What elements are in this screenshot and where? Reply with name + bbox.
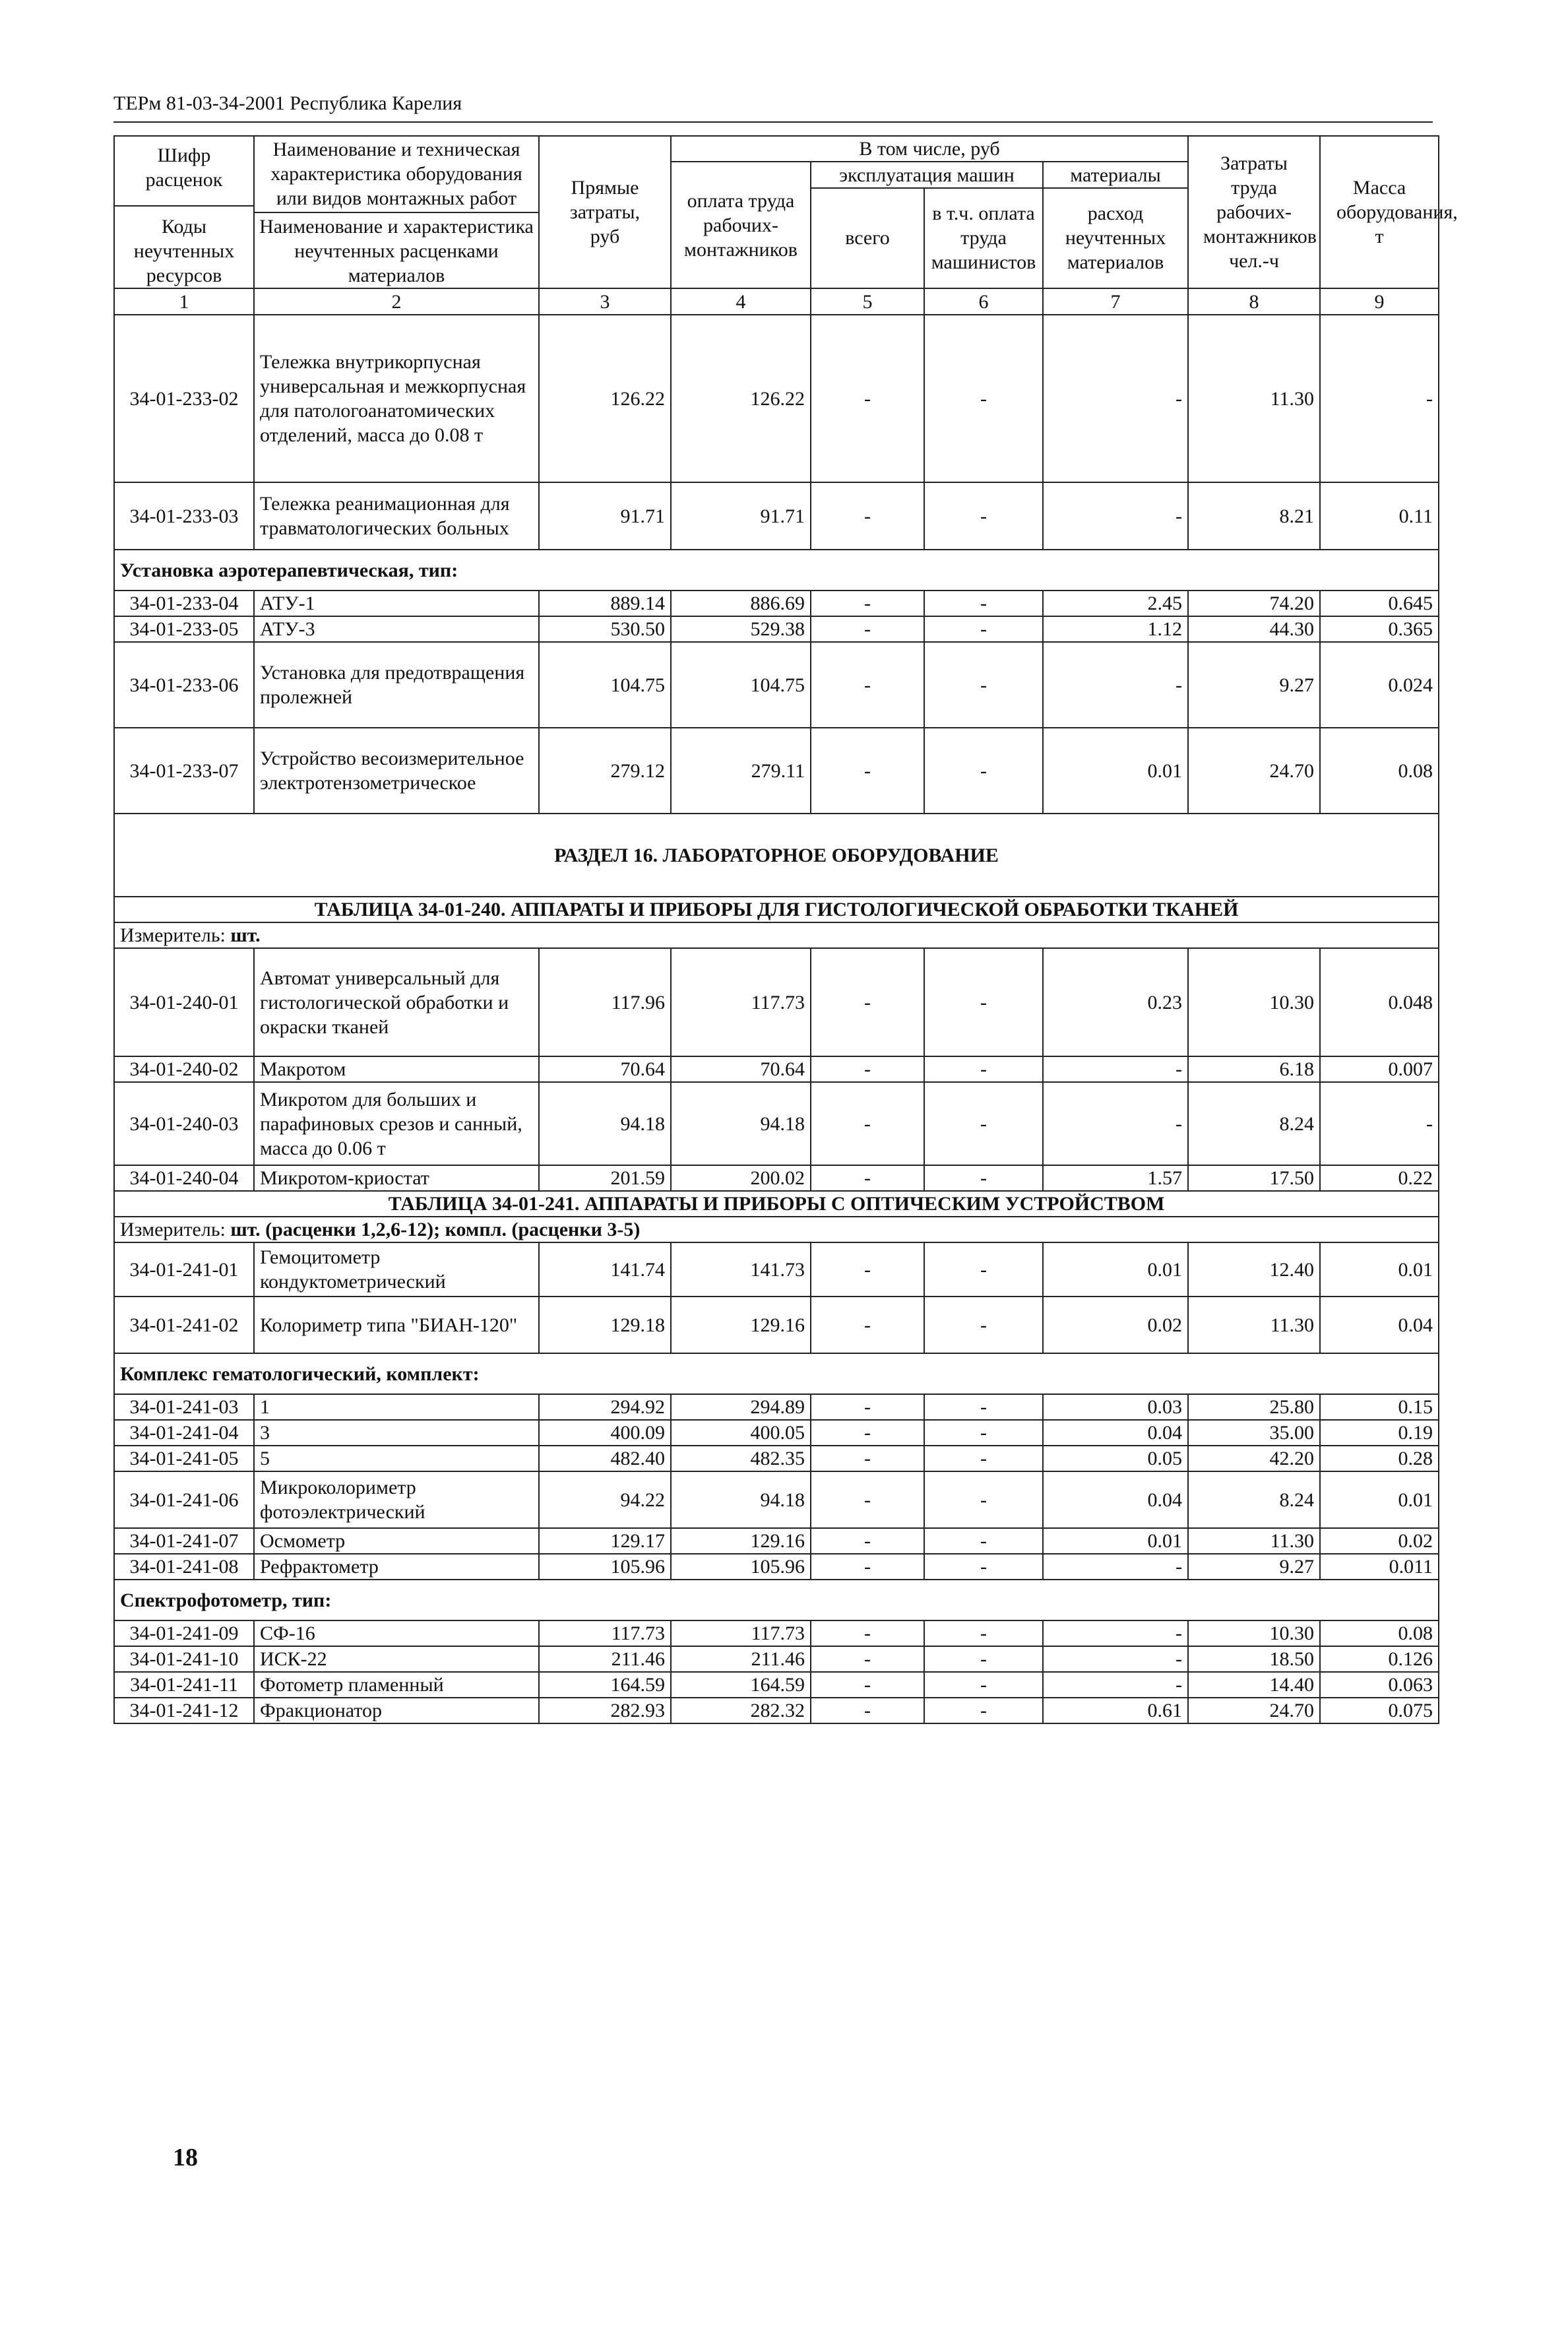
header-rashod: расход неучтенных материалов [1065,203,1166,274]
value-c4: 117.73 [671,1620,811,1646]
header-zatraty: Затраты труда рабочих-монтажников чел.-ч [1188,136,1320,288]
table-row [114,1297,1439,1353]
rate-code: 34-01-240-03 [114,1082,254,1165]
rate-name: Микротом-криостат [254,1165,539,1191]
table-row [114,1471,1439,1528]
value-c4: 94.18 [671,1082,811,1165]
value-c8: 10.30 [1188,948,1320,1056]
value-c6: - [924,1446,1043,1471]
value-c5: - [811,1620,924,1646]
header-codes [114,136,254,288]
value-c8: 42.20 [1188,1446,1320,1471]
rate-code: 34-01-241-02 [114,1297,254,1353]
value-c7: 1.12 [1043,616,1188,642]
value-c7: - [1043,1082,1188,1165]
table-row [114,1446,1439,1471]
rate-name: ИСК-22 [254,1646,539,1672]
measure-unit [114,922,1439,948]
value-c4: 70.64 [671,1056,811,1082]
section-title: РАЗДЕЛ 16. ЛАБОРАТОРНОЕ ОБОРУДОВАНИЕ [114,814,1439,897]
table-row [114,616,1439,642]
value-c8: 8.24 [1188,1082,1320,1165]
rate-name: Тележка внутрикорпусная универсальная и межкорпусная для патологоанатомических отделений, масса до 0.08 т [254,315,539,482]
value-c5: - [811,1297,924,1353]
rates-table [113,135,1458,1724]
value-c7: - [1043,1056,1188,1082]
rate-code: 34-01-233-06 [114,642,254,728]
value-c7: 0.01 [1043,728,1188,814]
header-ekspl: эксплуатация машин [811,163,1042,189]
measure-label: Измеритель: [120,924,226,946]
value-c9: 0.007 [1320,1056,1439,1082]
value-c5: - [811,1165,924,1191]
table-row [114,1528,1439,1554]
value-c7: - [1043,1672,1188,1698]
value-c8: 24.70 [1188,1698,1320,1723]
value-c9: 0.02 [1320,1528,1439,1554]
value-c3: 91.71 [539,482,671,550]
rate-name: 1 [254,1394,539,1420]
table-row [114,642,1439,728]
value-c6: - [924,315,1043,482]
value-c3: 141.74 [539,1242,671,1297]
value-c3: 279.12 [539,728,671,814]
value-c7: 0.01 [1043,1242,1188,1297]
rate-code: 34-01-240-02 [114,1056,254,1082]
value-c9: - [1320,315,1439,482]
measure-label: Измеритель: [120,1219,226,1240]
value-c5: - [811,1420,924,1446]
column-number: 1 [114,288,254,315]
value-c6: - [924,1082,1043,1165]
value-c9: 0.048 [1320,948,1439,1056]
value-c6: - [924,948,1043,1056]
value-c7: - [1043,1620,1188,1646]
value-c7: 0.03 [1043,1394,1188,1420]
value-c5: - [811,1672,924,1698]
value-c6: - [924,1420,1043,1446]
group-heading-row [114,550,1439,591]
header-rule [113,121,1433,123]
column-number: 9 [1320,288,1439,315]
value-c4: 105.96 [671,1554,811,1580]
value-c9: 0.08 [1320,1620,1439,1646]
header-oplata: оплата труда рабочих-монтажников [671,162,811,288]
value-c4: 164.59 [671,1672,811,1698]
value-c6: - [924,1554,1043,1580]
rate-code: 34-01-241-11 [114,1672,254,1698]
value-c8: 8.21 [1188,482,1320,550]
value-c5: - [811,1554,924,1580]
header-materialy: материалы [1044,163,1187,189]
rate-name: АТУ-3 [254,616,539,642]
measure-unit [114,1217,1439,1242]
table-row [114,1242,1439,1297]
value-c7: 1.57 [1043,1165,1188,1191]
header-vsego: всего [811,189,925,288]
header-ekspl-block [811,162,1043,288]
header-vtch: в т.ч. оплата труда машинистов [931,203,1036,274]
section-title-row [114,814,1439,897]
table-row [114,1646,1439,1672]
value-c4: 126.22 [671,315,811,482]
header-naim-works: Наименование и техническая характеристика оборудования или видов монтажных работ [270,138,522,209]
value-c8: 6.18 [1188,1056,1320,1082]
value-c7: 2.45 [1043,591,1188,616]
rate-code: 34-01-241-04 [114,1420,254,1446]
table-row [114,948,1439,1056]
table-row [114,1394,1439,1420]
value-c6: - [924,1056,1043,1082]
rate-code: 34-01-233-04 [114,591,254,616]
value-c8: 11.30 [1188,315,1320,482]
value-c8: 8.24 [1188,1471,1320,1528]
value-c8: 25.80 [1188,1394,1320,1420]
header-v-tom: В том числе, руб [671,136,1188,162]
column-number-row [114,288,1439,315]
value-c6: - [924,1297,1043,1353]
value-c5: - [811,1446,924,1471]
value-c8: 11.30 [1188,1297,1320,1353]
value-c6: - [924,642,1043,728]
rate-name: АТУ-1 [254,591,539,616]
measure-unit-row [114,922,1439,948]
value-c5: - [811,1082,924,1165]
value-c3: 282.93 [539,1698,671,1723]
table-row [114,482,1439,550]
table-row [114,1620,1439,1646]
rate-name: 3 [254,1420,539,1446]
rate-name: СФ-16 [254,1620,539,1646]
table-row [114,1082,1439,1165]
value-c4: 886.69 [671,591,811,616]
running-head: ТЕРм 81-03-34-2001 Республика Карелия [113,92,462,114]
value-c3: 94.22 [539,1471,671,1528]
value-c4: 94.18 [671,1471,811,1528]
value-c7: - [1043,1646,1188,1672]
value-c5: - [811,1056,924,1082]
rate-name: Рефрактометр [254,1554,539,1580]
value-c4: 294.89 [671,1394,811,1420]
value-c5: - [811,315,924,482]
table-row [114,1698,1439,1723]
value-c3: 104.75 [539,642,671,728]
group-heading-c-row [114,1580,1439,1620]
value-c9: 0.08 [1320,728,1439,814]
rate-name: Автомат универсальный для гистологической обработки и окраски тканей [254,948,539,1056]
value-c5: - [811,1528,924,1554]
value-c4: 91.71 [671,482,811,550]
value-c3: 129.17 [539,1528,671,1554]
measure-unit-row [114,1217,1439,1242]
value-c6: - [924,1672,1043,1698]
rate-code: 34-01-233-05 [114,616,254,642]
value-c9: 0.28 [1320,1446,1439,1471]
value-c6: - [924,1471,1043,1528]
value-c4: 117.73 [671,948,811,1056]
value-c9: 0.645 [1320,591,1439,616]
column-number: 5 [811,288,924,315]
value-c9: 0.365 [1320,616,1439,642]
value-c9: 0.11 [1320,482,1439,550]
header-materialy-block [1043,162,1188,288]
group-heading: Установка аэротерапевтическая, тип: [114,550,1439,591]
rate-code: 34-01-240-01 [114,948,254,1056]
value-c7: 0.23 [1043,948,1188,1056]
value-c4: 104.75 [671,642,811,728]
value-c9: 0.024 [1320,642,1439,728]
value-c9: 0.011 [1320,1554,1439,1580]
value-c8: 17.50 [1188,1165,1320,1191]
rate-name: Фракционатор [254,1698,539,1723]
value-c8: 9.27 [1188,1554,1320,1580]
value-c5: - [811,1646,924,1672]
value-c7: 0.04 [1043,1420,1188,1446]
value-c3: 105.96 [539,1554,671,1580]
group-heading-b-row [114,1353,1439,1394]
value-c6: - [924,1242,1043,1297]
value-c7: - [1043,482,1188,550]
value-c3: 294.92 [539,1394,671,1420]
value-c4: 529.38 [671,616,811,642]
value-c9: 0.063 [1320,1672,1439,1698]
table-title-row [114,897,1439,922]
value-c4: 200.02 [671,1165,811,1191]
value-c6: - [924,482,1043,550]
value-c8: 12.40 [1188,1242,1320,1297]
rate-name: Гемоцитометр кондуктометрический [254,1242,539,1297]
column-number: 2 [254,288,539,315]
value-c4: 129.16 [671,1297,811,1353]
value-c5: - [811,591,924,616]
value-c5: - [811,728,924,814]
header-shifr: Шифр расценок [145,144,223,191]
value-c5: - [811,642,924,728]
value-c3: 211.46 [539,1646,671,1672]
value-c6: - [924,1165,1043,1191]
value-c5: - [811,1471,924,1528]
table-row [114,728,1439,814]
value-c8: 9.27 [1188,642,1320,728]
rate-code: 34-01-241-10 [114,1646,254,1672]
table-row [114,1554,1439,1580]
rate-code: 34-01-241-12 [114,1698,254,1723]
rate-code: 34-01-241-03 [114,1394,254,1420]
rate-name: Осмометр [254,1528,539,1554]
value-c7: 0.04 [1043,1471,1188,1528]
table-row [114,1165,1439,1191]
value-c4: 279.11 [671,728,811,814]
table-row [114,315,1439,482]
rate-name: Макротом [254,1056,539,1082]
value-c7: 0.01 [1043,1528,1188,1554]
value-c4: 482.35 [671,1446,811,1471]
value-c9: - [1320,1082,1439,1165]
value-c7: - [1043,315,1188,482]
value-c9: 0.04 [1320,1297,1439,1353]
value-c5: - [811,482,924,550]
rate-code: 34-01-233-03 [114,482,254,550]
value-c8: 18.50 [1188,1646,1320,1672]
header-kody: Коды неучтенных ресурсов [115,205,253,288]
header-names [254,136,539,288]
value-c4: 282.32 [671,1698,811,1723]
rate-code: 34-01-241-01 [114,1242,254,1297]
rate-code: 34-01-240-04 [114,1165,254,1191]
value-c3: 117.73 [539,1620,671,1646]
value-c6: - [924,1620,1043,1646]
rate-name: Установка для предотвращения пролежней [254,642,539,728]
value-c6: - [924,728,1043,814]
value-c3: 889.14 [539,591,671,616]
table-title-241: ТАБЛИЦА 34-01-241. АППАРАТЫ И ПРИБОРЫ С ОПТИЧЕСКИМ УСТРОЙСТВОМ [114,1191,1439,1217]
value-c8: 10.30 [1188,1620,1320,1646]
table-row [114,1420,1439,1446]
rate-code: 34-01-233-02 [114,315,254,482]
value-c7: 0.02 [1043,1297,1188,1353]
value-c3: 164.59 [539,1672,671,1698]
value-c7: 0.05 [1043,1446,1188,1471]
value-c3: 201.59 [539,1165,671,1191]
column-number: 8 [1188,288,1320,315]
measure-value: шт. (расценки 1,2,6-12); компл. (расценки 3-5) [230,1219,641,1240]
value-c3: 129.18 [539,1297,671,1353]
value-c3: 70.64 [539,1056,671,1082]
value-c7: 0.61 [1043,1698,1188,1723]
value-c5: - [811,948,924,1056]
header-massa: Масса оборудования, т [1320,136,1439,288]
table-title-241-row [114,1191,1439,1217]
value-c3: 94.18 [539,1082,671,1165]
value-c8: 24.70 [1188,728,1320,814]
rate-name: Микроколориметр фотоэлектрический [254,1471,539,1528]
value-c5: - [811,616,924,642]
value-c4: 129.16 [671,1528,811,1554]
column-number: 6 [924,288,1043,315]
value-c6: - [924,1528,1043,1554]
value-c4: 211.46 [671,1646,811,1672]
table-row [114,1056,1439,1082]
rate-name: Колориметр типа "БИАН-120" [254,1297,539,1353]
table-row [114,591,1439,616]
value-c9: 0.126 [1320,1646,1439,1672]
value-c4: 400.05 [671,1420,811,1446]
value-c6: - [924,1698,1043,1723]
table-title: ТАБЛИЦА 34-01-240. АППАРАТЫ И ПРИБОРЫ ДЛЯ ГИСТОЛОГИЧЕСКОЙ ОБРАБОТКИ ТКАНЕЙ [114,897,1439,922]
value-c8: 44.30 [1188,616,1320,642]
value-c5: - [811,1394,924,1420]
value-c5: - [811,1242,924,1297]
measure-value: шт. [230,924,261,946]
value-c5: - [811,1698,924,1723]
header-pryamye: Прямые затраты, руб [539,136,671,288]
value-c9: 0.15 [1320,1394,1439,1420]
value-c9: 0.01 [1320,1471,1439,1528]
rate-code: 34-01-241-06 [114,1471,254,1528]
rate-code: 34-01-241-05 [114,1446,254,1471]
value-c8: 35.00 [1188,1420,1320,1446]
rate-name: Фотометр пламенный [254,1672,539,1698]
column-number: 7 [1043,288,1188,315]
rate-code: 34-01-241-07 [114,1528,254,1554]
value-c4: 141.73 [671,1242,811,1297]
value-c7: - [1043,642,1188,728]
column-number: 3 [539,288,671,315]
rate-code: 34-01-241-08 [114,1554,254,1580]
value-c8: 11.30 [1188,1528,1320,1554]
rate-code: 34-01-241-09 [114,1620,254,1646]
value-c8: 14.40 [1188,1672,1320,1698]
value-c3: 126.22 [539,315,671,482]
rate-code: 34-01-233-07 [114,728,254,814]
value-c6: - [924,591,1043,616]
table-row [114,1672,1439,1698]
value-c9: 0.22 [1320,1165,1439,1191]
header-naim-res: Наименование и характеристика неучтенных расценками материалов [255,212,538,288]
value-c9: 0.01 [1320,1242,1439,1297]
value-c9: 0.19 [1320,1420,1439,1446]
rate-name: Тележка реанимационная для травматологических больных [254,482,539,550]
value-c7: - [1043,1554,1188,1580]
value-c9: 0.075 [1320,1698,1439,1723]
value-c3: 530.50 [539,616,671,642]
group-heading-c: Спектрофотометр, тип: [114,1580,1439,1620]
value-c6: - [924,1394,1043,1420]
value-c3: 117.96 [539,948,671,1056]
page-number: 18 [173,2144,198,2171]
value-c3: 482.40 [539,1446,671,1471]
rate-name: 5 [254,1446,539,1471]
value-c6: - [924,1646,1043,1672]
value-c8: 74.20 [1188,591,1320,616]
value-c6: - [924,616,1043,642]
header-row [114,136,1439,162]
rate-name: Микротом для больших и парафиновых срезов и санный, масса до 0.06 т [254,1082,539,1165]
group-heading-b: Комплекс гематологический, комплект: [114,1353,1439,1394]
value-c3: 400.09 [539,1420,671,1446]
column-number: 4 [671,288,811,315]
rate-name: Устройство весоизмерительное электротензометрическое [254,728,539,814]
